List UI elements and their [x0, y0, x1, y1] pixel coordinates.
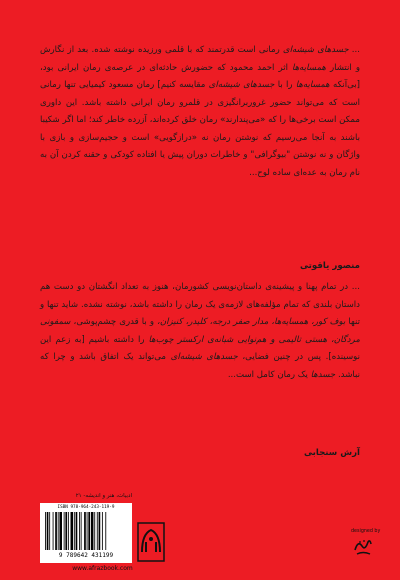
barcode-bar: [84, 512, 86, 550]
barcode-bar: [99, 512, 101, 550]
book-title-ref: همسایه‌ها: [292, 62, 326, 73]
barcode-bar: [53, 512, 54, 550]
review-author-1: منصور یاقوتی: [299, 261, 360, 271]
isbn-number: ISBN 978-964-243-119-9: [57, 505, 115, 510]
barcode-bar: [71, 512, 74, 550]
blurb-text-run: اثر احمد محمود که حضورش حادثه‌ای در عرصه‌ی رمان ایرانی بود، [بی‌آنکه: [40, 62, 360, 90]
review-blurb-1-text: [40, 42, 360, 182]
blurb-text-run: را داشته باشیم [به زعم این نوسینده]. پس در چنین فضایی،: [40, 334, 360, 362]
book-title-ref: همسایه‌ها: [295, 80, 330, 90]
series-label: ادبیات، هنر و اندیشه- ۲۱: [75, 493, 132, 499]
barcode-bar: [91, 512, 94, 550]
blurb-text-run: و با قدری چشم‌پوشی،: [70, 317, 158, 327]
barcode-bars: [43, 512, 129, 552]
barcode-bar: [58, 512, 59, 550]
blurb-text-run: مقایسه کنیم] رمان مسعود کیمیایی تنها رمانی است که می‌تواند حضور غروربرانگیزی در قلمرو رمان ایرانی داشته باشد. این داوری ممکن است برخی‌ها را که «می‌پندارند» رمان خلق کرده‌اند، آزرده خاطر کند؛ اما اگر شکیبا باشند به آنجا می‌رسیم که نوشتن رمان نه «درازگویی» است و حجیم‌سازی و بازی با واژگان و نه نوشتن "بیوگرافی" و خاطرات دوران پیش یا افتاده کودکی و حقنه کردن آن به نام رمان به عده‌ای ساده لوح...: [40, 80, 360, 178]
publisher-website: www.afrazbook.com: [72, 565, 133, 572]
barcode-bar: [74, 512, 75, 550]
barcode-bar: [105, 512, 106, 550]
book-title-ref: بوف کور، همسایه‌ها، مدار صفر درجه، کلیدر، کنیزان،: [157, 317, 346, 327]
blurb-text-run: رمانی است قدرتمند که با قلمی ورزیده نوشته شده. بعد از نگارش و انتشار: [40, 45, 360, 73]
barcode-bar: [59, 512, 62, 550]
barcode-bar: [76, 512, 78, 550]
barcode-bar: [88, 512, 90, 550]
barcode-bar: [45, 512, 46, 550]
review-blurb-2: [40, 279, 360, 384]
isbn-barcode: [40, 503, 132, 563]
barcode-digits: 9 789642 431199: [58, 552, 114, 559]
blurb-text-run: ...: [348, 45, 360, 55]
barcode-bar: [68, 512, 69, 550]
book-title-ref: جسدهای شیشه‌ای: [170, 352, 238, 362]
barcode-bar: [97, 512, 98, 550]
barcode-bar: [47, 512, 49, 550]
blurb-text-run: می‌تواند یک اتفاق باشد و چرا که نباشد.: [40, 352, 360, 380]
review-blurb-1: [40, 42, 360, 182]
publisher-logo: [137, 522, 165, 562]
book-title-ref: سمفونی مردگان، هستی تالیمی و هم‌نوایی شبانه‌ی ارکستر چوب‌ها: [40, 317, 360, 345]
book-title-ref: جسدهای شیشه‌ای: [208, 80, 275, 90]
review-blurb-2-text: [40, 279, 360, 384]
review-author-2: آرش سنجابی: [303, 448, 360, 458]
barcode-bar: [79, 512, 80, 550]
barcode-bar: [55, 512, 57, 550]
designer-credit: designed by: [351, 529, 381, 534]
book-title-ref: جسدها: [310, 369, 336, 380]
barcode-bar: [87, 512, 88, 550]
barcode-bar: [94, 512, 95, 550]
blurb-text-run: یک رمان کامل است...: [227, 369, 311, 380]
blurb-text-run: را با: [274, 80, 296, 90]
barcode-bar: [81, 512, 82, 550]
barcode-bar: [49, 512, 50, 550]
book-title-ref: جسدهای شیشه‌ای: [282, 45, 349, 55]
barcode-bar: [102, 512, 103, 550]
blurb-text-run: ... در تمام پهنا و پیشینه‌ی داستان‌نویسی کشورمان، هنوز به تعداد انگشتان دو دست هم داستان بلندی که تمام مؤلفه‌های لازمه‌ی یک رمان را داشته باشد، نوشته نشده. شاید تنها و تنها: [40, 282, 360, 327]
designer-signature: [352, 536, 374, 558]
barcode-bar: [65, 512, 67, 550]
barcode-bar: [64, 512, 65, 550]
